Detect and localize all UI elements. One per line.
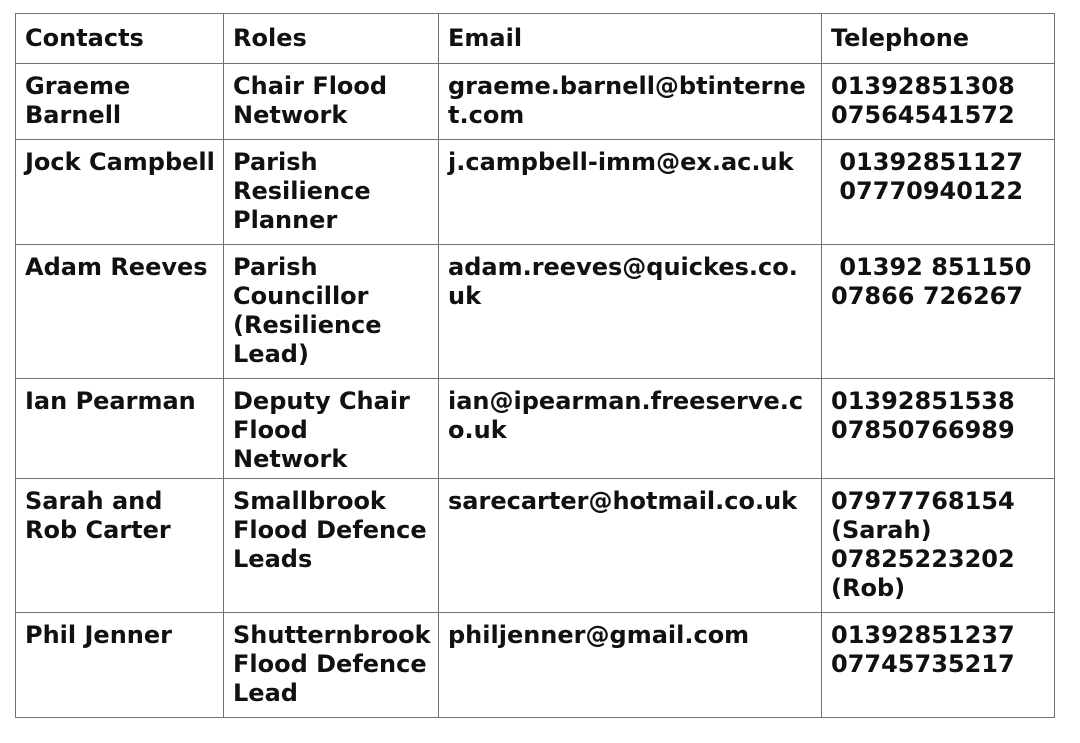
phone-line: 01392851237 [831,621,1015,649]
header-telephone: Telephone [822,14,1055,64]
contact-name: Phil Jenner [16,613,224,718]
phone-line: (Rob) [831,574,906,602]
header-row [16,14,1055,64]
contact-role: Smallbrook Flood Defence Leads [224,479,439,613]
table-row [16,245,1055,379]
phone-line: 07866 726267 [831,282,1024,310]
phone-line: 01392 851150 [831,253,1032,281]
contact-telephone [822,379,1055,479]
contact-email[interactable]: j.campbell-imm@ex.ac.uk [439,140,822,245]
table-row [16,379,1055,479]
phone-line: 07745735217 [831,650,1015,678]
contact-role: Chair Flood Network [224,64,439,140]
phone-line: 01392851308 [831,72,1015,100]
contact-role: Shutternbrook Flood Defence Lead [224,613,439,718]
contact-name: Ian Pearman [16,379,224,479]
contact-role: Parish Councillor (Resilience Lead) [224,245,439,379]
phone-line: 07977768154 [831,487,1015,515]
contact-name: Jock Campbell [16,140,224,245]
contact-email[interactable]: philjenner@gmail.com [439,613,822,718]
contact-name: Graeme Barnell [16,64,224,140]
table-row [16,613,1055,718]
header-email: Email [439,14,822,64]
contacts-table [15,13,1055,718]
phone-line: 07564541572 [831,101,1015,129]
phone-line: (Sarah) [831,516,932,544]
contact-email[interactable]: graeme.barnell@btinternet.com [439,64,822,140]
contact-email[interactable]: sarecarter@hotmail.co.uk [439,479,822,613]
contact-name: Sarah and Rob Carter [16,479,224,613]
phone-line: 07770940122 [831,177,1024,205]
phone-line: 01392851538 [831,387,1015,415]
contact-telephone [822,64,1055,140]
table-row [16,479,1055,613]
header-roles: Roles [224,14,439,64]
header-contacts: Contacts [16,14,224,64]
contact-telephone [822,613,1055,718]
contact-email[interactable]: ian@ipearman.freeserve.co.uk [439,379,822,479]
phone-line: 07850766989 [831,416,1015,444]
phone-line: 01392851127 [831,148,1024,176]
phone-line: 07825223202 [831,545,1015,573]
contact-email[interactable]: adam.reeves@quickes.co.uk [439,245,822,379]
contact-telephone [822,140,1055,245]
contact-name: Adam Reeves [16,245,224,379]
contact-telephone [822,245,1055,379]
contact-telephone [822,479,1055,613]
contact-role: Deputy Chair Flood Network [224,379,439,479]
contact-role: Parish Resilience Planner [224,140,439,245]
table-row [16,140,1055,245]
table-row [16,64,1055,140]
